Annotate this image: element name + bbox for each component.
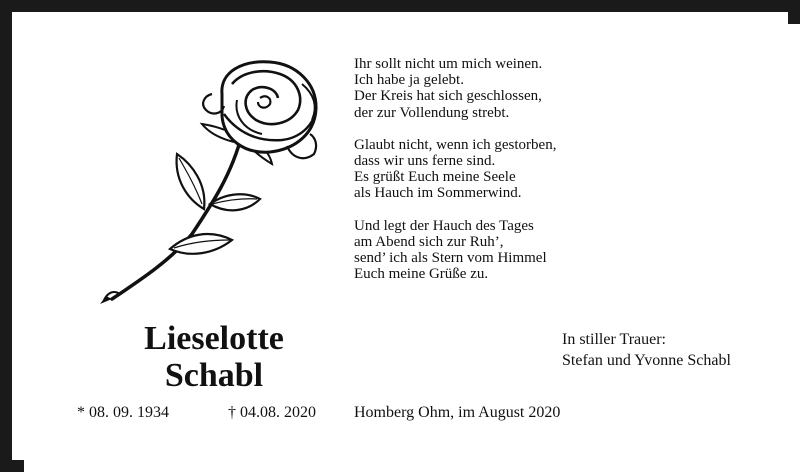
deceased-name: [94, 320, 334, 394]
first-name: Lieselotte: [144, 320, 284, 357]
place-date: Homberg Ohm, im August 2020: [354, 404, 561, 421]
death-date: † 04.08. 2020: [228, 404, 316, 421]
poem-stanza: [354, 56, 654, 121]
mourners-block: [562, 329, 731, 371]
poem-line: Es grüßt Euch meine Seele: [354, 169, 516, 186]
poem-line: Glaubt nicht, wenn ich gestorben,: [354, 136, 557, 153]
poem-line: der zur Vollendung strebt.: [354, 104, 510, 121]
poem-line: Und legt der Hauch des Tages: [354, 217, 534, 234]
poem-line: am Abend sich zur Ruh’,: [354, 233, 504, 250]
poem-line: Euch meine Grüße zu.: [354, 266, 489, 283]
poem-stanza: [354, 218, 654, 283]
last-name: Schabl: [164, 357, 264, 394]
birth-date: * 08. 09. 1934: [77, 404, 169, 421]
poem-line: Der Kreis hat sich geschlossen,: [354, 88, 542, 105]
poem-line: als Hauch im Sommerwind.: [354, 185, 522, 202]
poem-line: send’ ich als Stern vom Himmel: [354, 250, 547, 267]
poem-line: dass wir uns ferne sind.: [354, 153, 496, 170]
mourners-heading: In stiller Trauer:: [562, 331, 666, 348]
obituary-card: [24, 24, 800, 472]
rose-icon: [92, 54, 342, 314]
mourners-names: Stefan und Yvonne Schabl: [562, 352, 731, 369]
poem-line: Ich habe ja gelebt.: [354, 72, 464, 89]
poem-stanza: [354, 137, 654, 202]
poem-line: Ihr sollt nicht um mich weinen.: [354, 56, 543, 72]
poem: [354, 56, 654, 298]
